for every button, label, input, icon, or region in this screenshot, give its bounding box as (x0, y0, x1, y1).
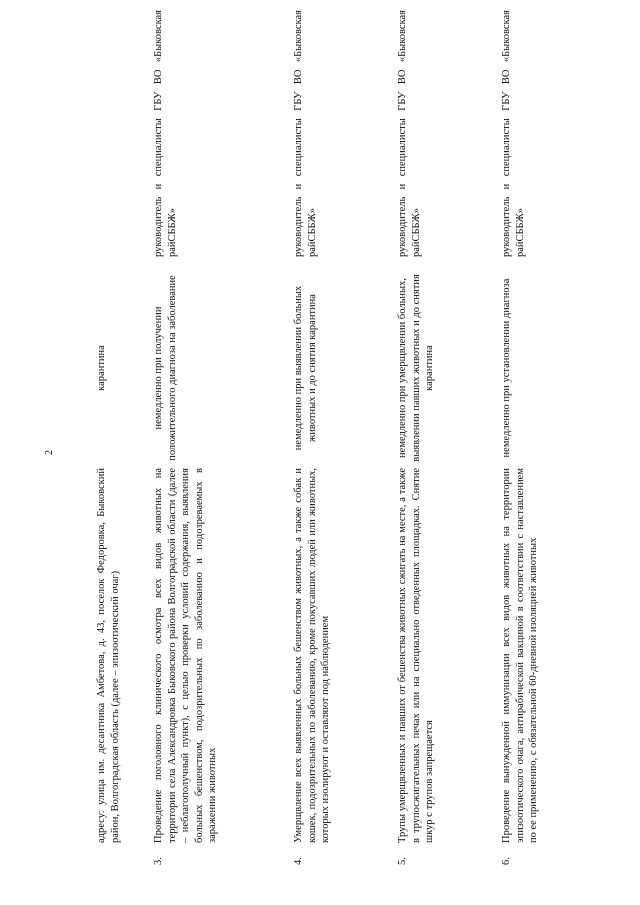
measure-cell: Трупы умерщвленных и павших от бешенства животных сжигать на месте, а также в трупосжигательных печах или на специально отведенных площадках. Снятие шкур с трупов запрещается (397, 468, 436, 843)
timing-cell: карантина (96, 345, 107, 391)
measure-cell: Умерщвление всех выявленных больных бешенством животных, а также собак и кошек, подозрительных по заболеванию, кроме покусавших людей или животных, которых изолируют и оставляют под наблюдением (293, 468, 332, 843)
timing-cell: немедленно при умерщвлении больных, выявлении павших животных и до снятия карантина (397, 274, 436, 462)
responsible-cell: руководитель и специалисты ГБУ ВО «Быковская райСББЖ» (397, 10, 422, 257)
row-number: 5. (397, 857, 408, 865)
responsible-cell: руководитель и специалисты ГБУ ВО «Быковская райСББЖ» (293, 10, 318, 257)
responsible-cell: руководитель и специалисты ГБУ ВО «Быковская райСББЖ» (153, 10, 178, 257)
row-number: 6. (501, 857, 512, 865)
responsible-cell: руководитель и специалисты ГБУ ВО «Быковская райСББЖ» (501, 10, 526, 257)
timing-cell: немедленно при установлении диагноза (501, 278, 512, 458)
measure-cell: Проведение поголовного клинического осмотра всех видов животных на территории села Александровка Быковского района Волгоградской области (далее – неблагополучный пункт), с целью проверки условий содержания, выявления больных бешенством, подозрительных по заболеванию и подозреваемых в заражении животных (153, 468, 219, 843)
measure-cell: Проведение вынужденной иммунизации всех видов животных на территории эпизоотического очага, антирабической вакциной в соответствии с наставлением по ее применению, с обязательной 60-дневной изоляцией животных (501, 468, 540, 843)
row-number: 4. (293, 857, 304, 865)
page-number: 2 (44, 450, 55, 455)
row-number: 3. (153, 857, 164, 865)
timing-cell: немедленно при получении положительного диагноза на заболевание (153, 275, 178, 461)
timing-cell: немедленно при выявлении больных животных и до снятия карантина (293, 285, 318, 451)
measure-cell: адресу: улица им. десантника Амбетова, д. 43, поселок Федоровка, Быковский район, Волгоградская область (далее – эпизоотический очаг) (96, 468, 121, 843)
